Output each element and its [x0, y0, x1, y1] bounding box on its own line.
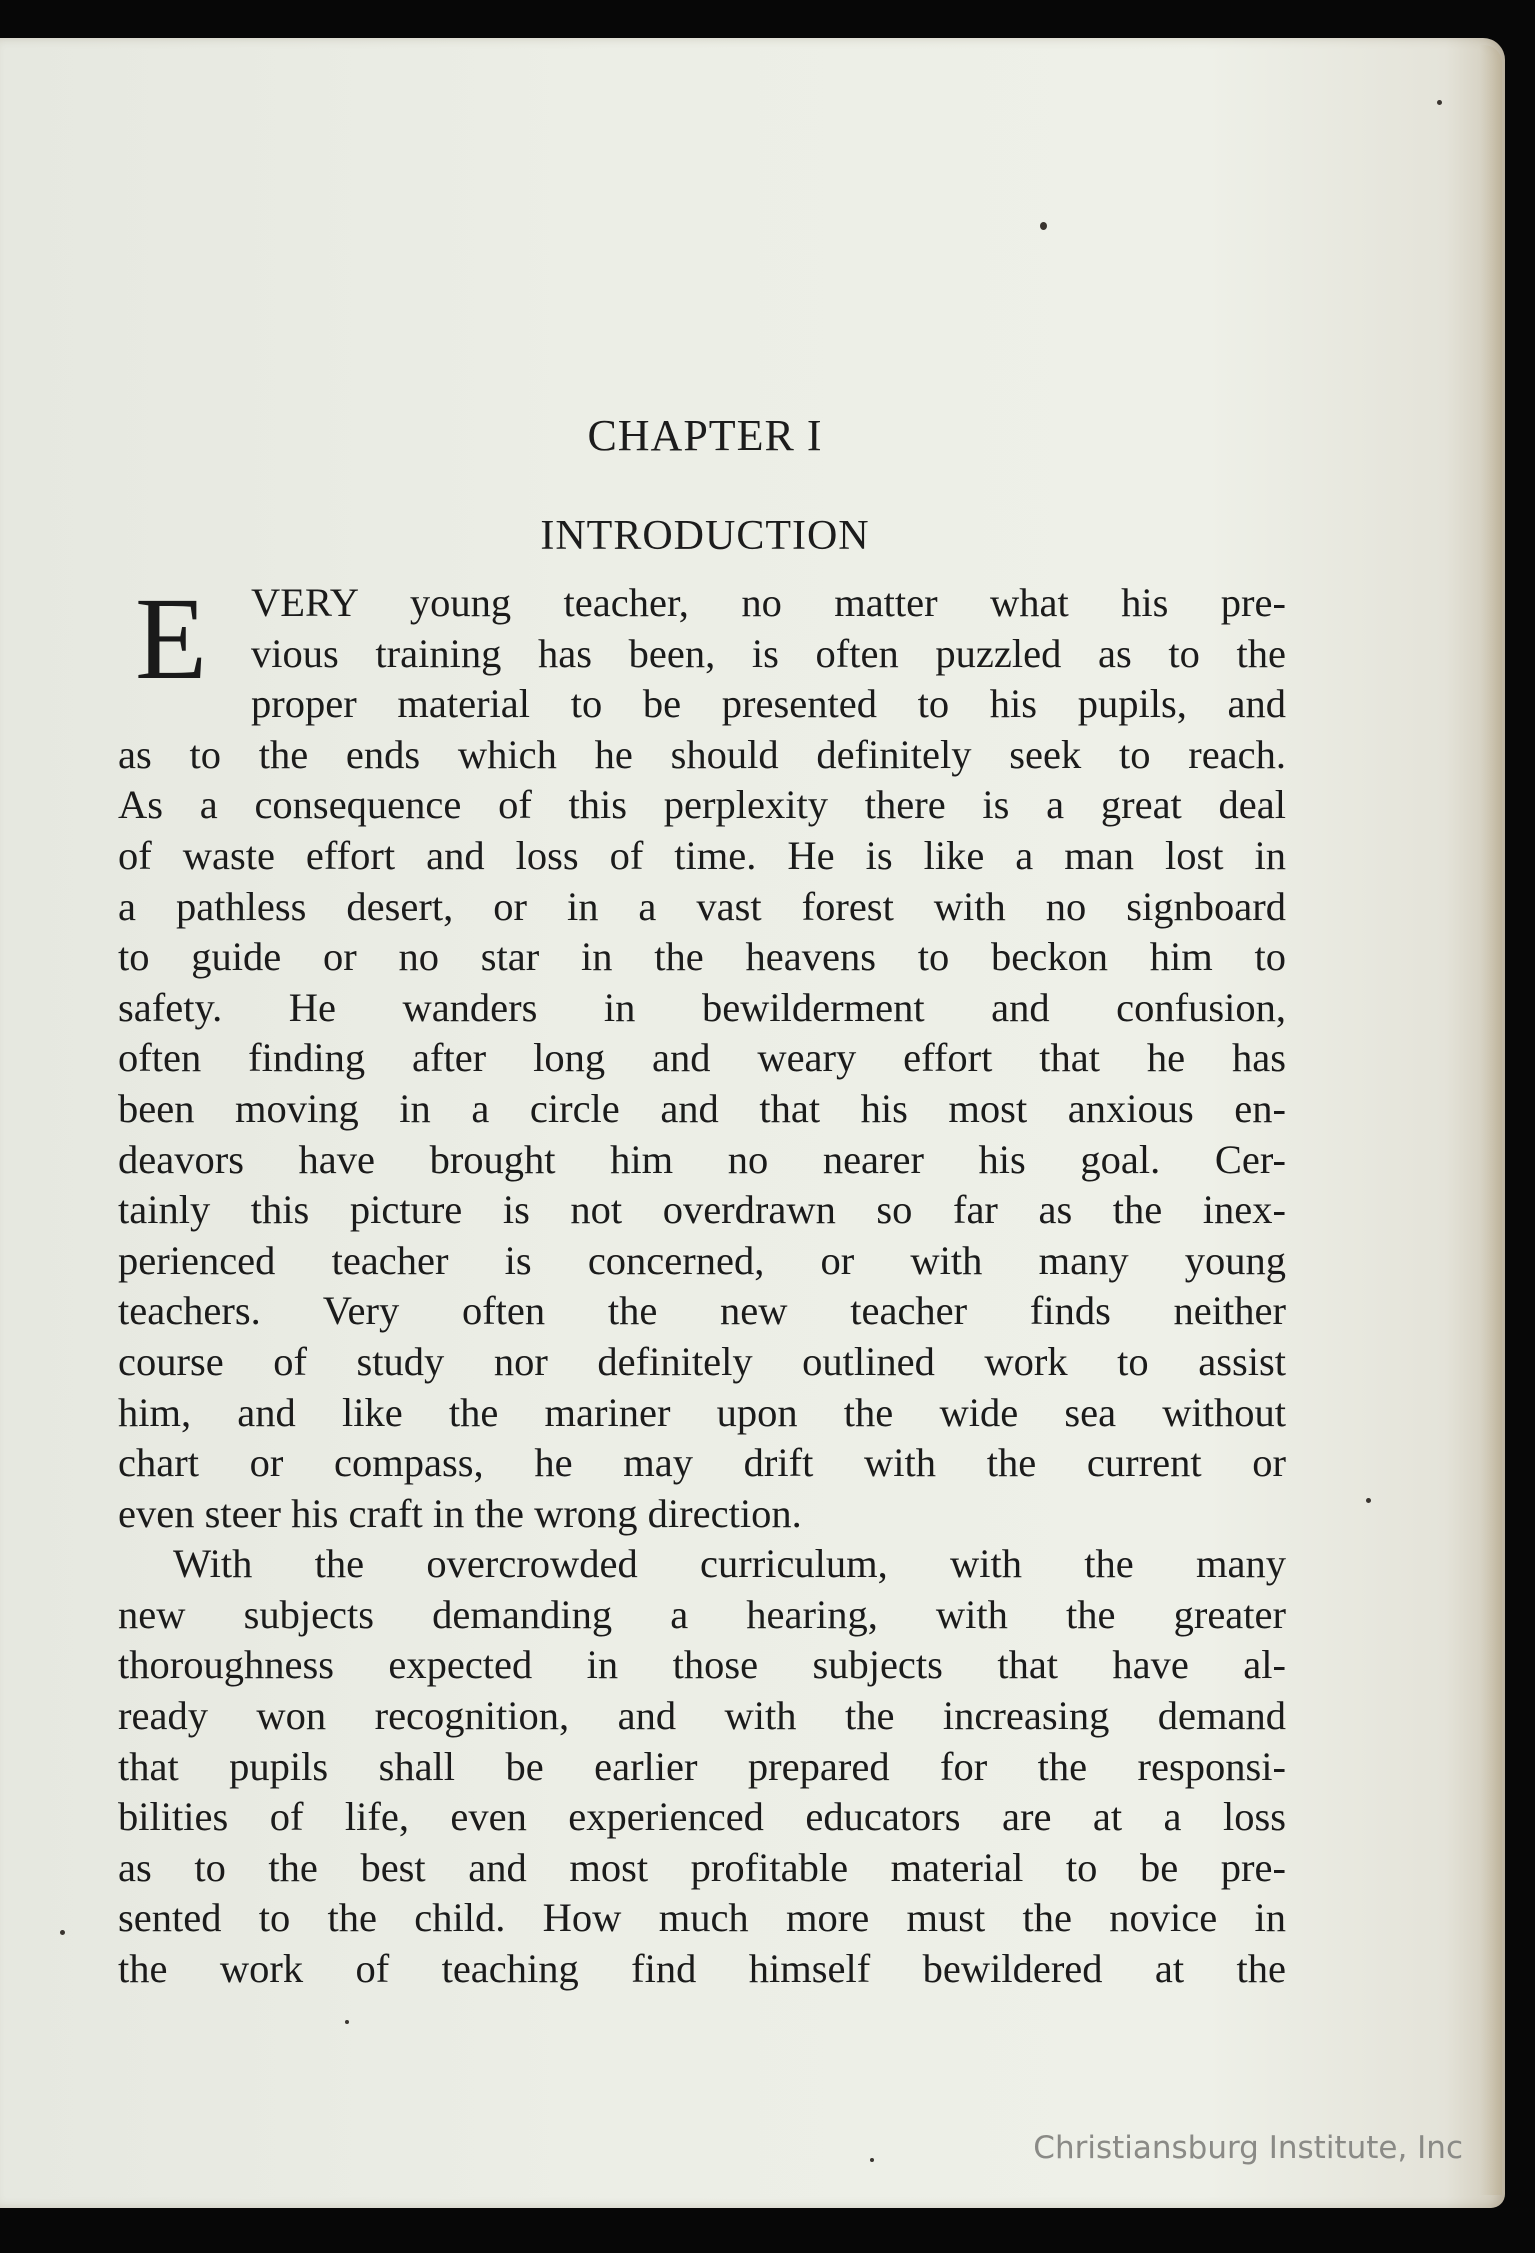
body-text: [118, 573, 1286, 1995]
text-line: a pathless desert, or in a vast forest with no signboard: [118, 883, 1286, 929]
text-line: the work of teaching find himself bewildered at the: [118, 1946, 1286, 1992]
text-line: As a consequence of this perplexity there is a great deal: [118, 782, 1286, 828]
paper-speck: [345, 2020, 349, 2024]
text-line: thoroughness expected in those subjects that have al-: [118, 1642, 1286, 1688]
text-line: ready won recognition, and with the increasing demand: [118, 1693, 1286, 1739]
text-line: of waste effort and loss of time. He is like a man lost in: [118, 832, 1286, 878]
paper-speck: [60, 1930, 65, 1935]
text-line: bilities of life, even experienced educators are at a loss: [118, 1794, 1286, 1840]
watermark: Christiansburg Institute, Inc: [1033, 2130, 1463, 2166]
text-line: deavors have brought him no nearer his goal. Cer-: [118, 1136, 1286, 1182]
text-line: sented to the child. How much more must the novice in: [118, 1895, 1286, 1941]
paper-speck: [870, 2158, 874, 2162]
text-line: chart or compass, he may drift with the current or: [118, 1440, 1286, 1486]
page-edge: [1480, 45, 1502, 2195]
text-line: often finding after long and weary effort that he has: [118, 1035, 1286, 1081]
text-line: that pupils shall be earlier prepared for the responsi-: [118, 1743, 1286, 1789]
text-line: as to the ends which he should definitely seek to reach.: [118, 731, 1286, 777]
text-line: perienced teacher is concerned, or with many young: [118, 1237, 1286, 1283]
text-line: safety. He wanders in bewilderment and confusion,: [118, 984, 1286, 1030]
text-line: course of study nor definitely outlined work to assist: [118, 1338, 1286, 1384]
text-line: him, and like the mariner upon the wide sea without: [118, 1389, 1286, 1435]
paper-speck: [1366, 1498, 1371, 1503]
text-line: proper material to be presented to his pupils, and: [251, 681, 1286, 727]
text-line: teachers. Very often the new teacher finds neither: [118, 1288, 1286, 1334]
chapter-heading: CHAPTER I: [587, 411, 823, 460]
text-line: new subjects demanding a hearing, with the greater: [118, 1591, 1286, 1637]
paper-speck: [1040, 222, 1047, 230]
drop-cap: E: [135, 573, 208, 704]
section-title: INTRODUCTION: [540, 513, 870, 559]
text-line: tainly this picture is not overdrawn so far as the inex-: [118, 1187, 1286, 1233]
paper-speck: [1437, 100, 1442, 105]
text-line: VERY young teacher, no matter what his pre-: [251, 580, 1286, 625]
text-line: to guide or no star in the heavens to beckon him to: [118, 934, 1286, 980]
text-line: With the overcrowded curriculum, with the many: [173, 1541, 1286, 1587]
text-line: even steer his craft in the wrong direction.: [118, 1490, 802, 1536]
text-line: vious training has been, is often puzzled as to the: [251, 630, 1286, 676]
text-line: been moving in a circle and that his most anxious en-: [118, 1085, 1286, 1131]
text-line: as to the best and most profitable material to be pre-: [118, 1844, 1286, 1890]
